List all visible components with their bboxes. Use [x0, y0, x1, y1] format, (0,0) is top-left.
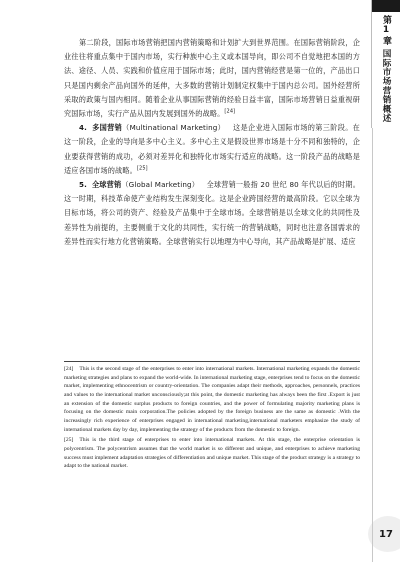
footnote-ref: [25]	[136, 165, 148, 172]
section-heading: 全球营销	[91, 180, 122, 190]
footnote-number: [25]	[64, 437, 74, 444]
footnote-text: This is the third stage of enterprises to enter into international markets. At this stage, the enterprise orientation is polycentrism. The polycentrism assumes that the world market is so different and unique, and enterprises to achieve marketing success must implement adaptation strategies of differentiation and unique market. This stage of the product strategy is a strategy to adapt to the national market.	[64, 437, 360, 470]
footnote-24	[64, 365, 360, 434]
footnote-text: This is the second stage of the enterprises to enter into international markets. International marketing expands the domestic marketing strategies and plans to expand the world-wide. In international marketing stage, enterprises tend to focus on the domestic market, implementing ethnocentrism or country-orientation. The companies adapt their methods, approaches, personnels, practices and values to the international market unconsciously;at this point, the domestic marketing has always been the first .Export is just an extension of the domestic surplus products to foreign countries, and the power of formulating majority marketing plans is focusing on the domestic main corporation.The policies adopted by the foreign business are the same as domestic .With the increasingly rich experience of enterprises engaged in international marketing,international marketers emphasize the study of international markets day by day, implementing the strategy of the products from the domestic to foreign.	[64, 366, 360, 433]
paragraph-text: 第二阶段，国际市场营销把国内营销策略和计划扩大到世界范围。在国际营销阶段，企业往往将重点集中于国内市场，实行种族中心主义或本国导向，即公司不自觉地把本国的方法、途径、人员、实践和价值应用于国际市场；此时，国内营销经营是第一位的，产品出口只是国内剩余产品向国外的延伸，大多数的营销计划制定权集中于国内总公司。国外经营所采取的政策与国内相同。随着企业从事国际营销的经验日益丰富，国际市场营销日益重视研究国际市场，实行产品从国内发展到国外的战略。	[64, 38, 360, 119]
margin-rule	[372, 128, 373, 562]
footnote-divider	[64, 361, 360, 362]
footnote-ref: [24]	[224, 108, 236, 115]
footnote-number: [24]	[64, 366, 74, 372]
paragraph-global-marketing	[64, 178, 360, 249]
body-text	[64, 36, 360, 249]
paragraph-multinational-marketing	[64, 121, 360, 178]
paragraph-stage-2	[64, 36, 360, 121]
footnote-25	[64, 436, 360, 471]
section-heading-en: （Global Marketing）	[121, 180, 200, 190]
section-number: 4.	[79, 123, 87, 133]
footnotes	[64, 365, 360, 473]
section-heading: 多国营销	[92, 123, 123, 133]
paragraph-text: 这是企业进入国际市场的第三阶段。在这一阶段，企业的导向是多中心主义。多中心主义是假设世界市场是十分不同和独特的，企业要获得营销的成功，必须对差异化和独特化市场实行适应的战略。这一阶段产品的战略是适应各国市场的战略。	[64, 123, 360, 175]
section-heading-en: （Multinational Marketing）	[122, 123, 226, 133]
chapter-title: 国际市场营销概述	[381, 49, 391, 123]
paragraph-text: 全球营销一般指 20 世纪 80 年代以后的时期。这一时期，科技革命使产业结构发生深刻变化。这是企业跨国经营的最高阶段。它以全球为目标市场，将公司的资产、经验及产品集中于全球市场。全球营销是以全球文化的共同性及差异性为前提的，主要侧重于文化的共同性，实行统一的营销战略，同时也注意各国需求的差异性而实行地方化营销策略。全球营销实行以地理为中心导向，其产品战略是扩展、适应	[64, 180, 360, 246]
page-number: 17	[372, 516, 400, 552]
section-number: 5.	[79, 180, 87, 190]
chapter-label: 第1章	[381, 15, 391, 46]
tab-header-bar	[372, 0, 400, 12]
chapter-tab	[371, 0, 400, 128]
